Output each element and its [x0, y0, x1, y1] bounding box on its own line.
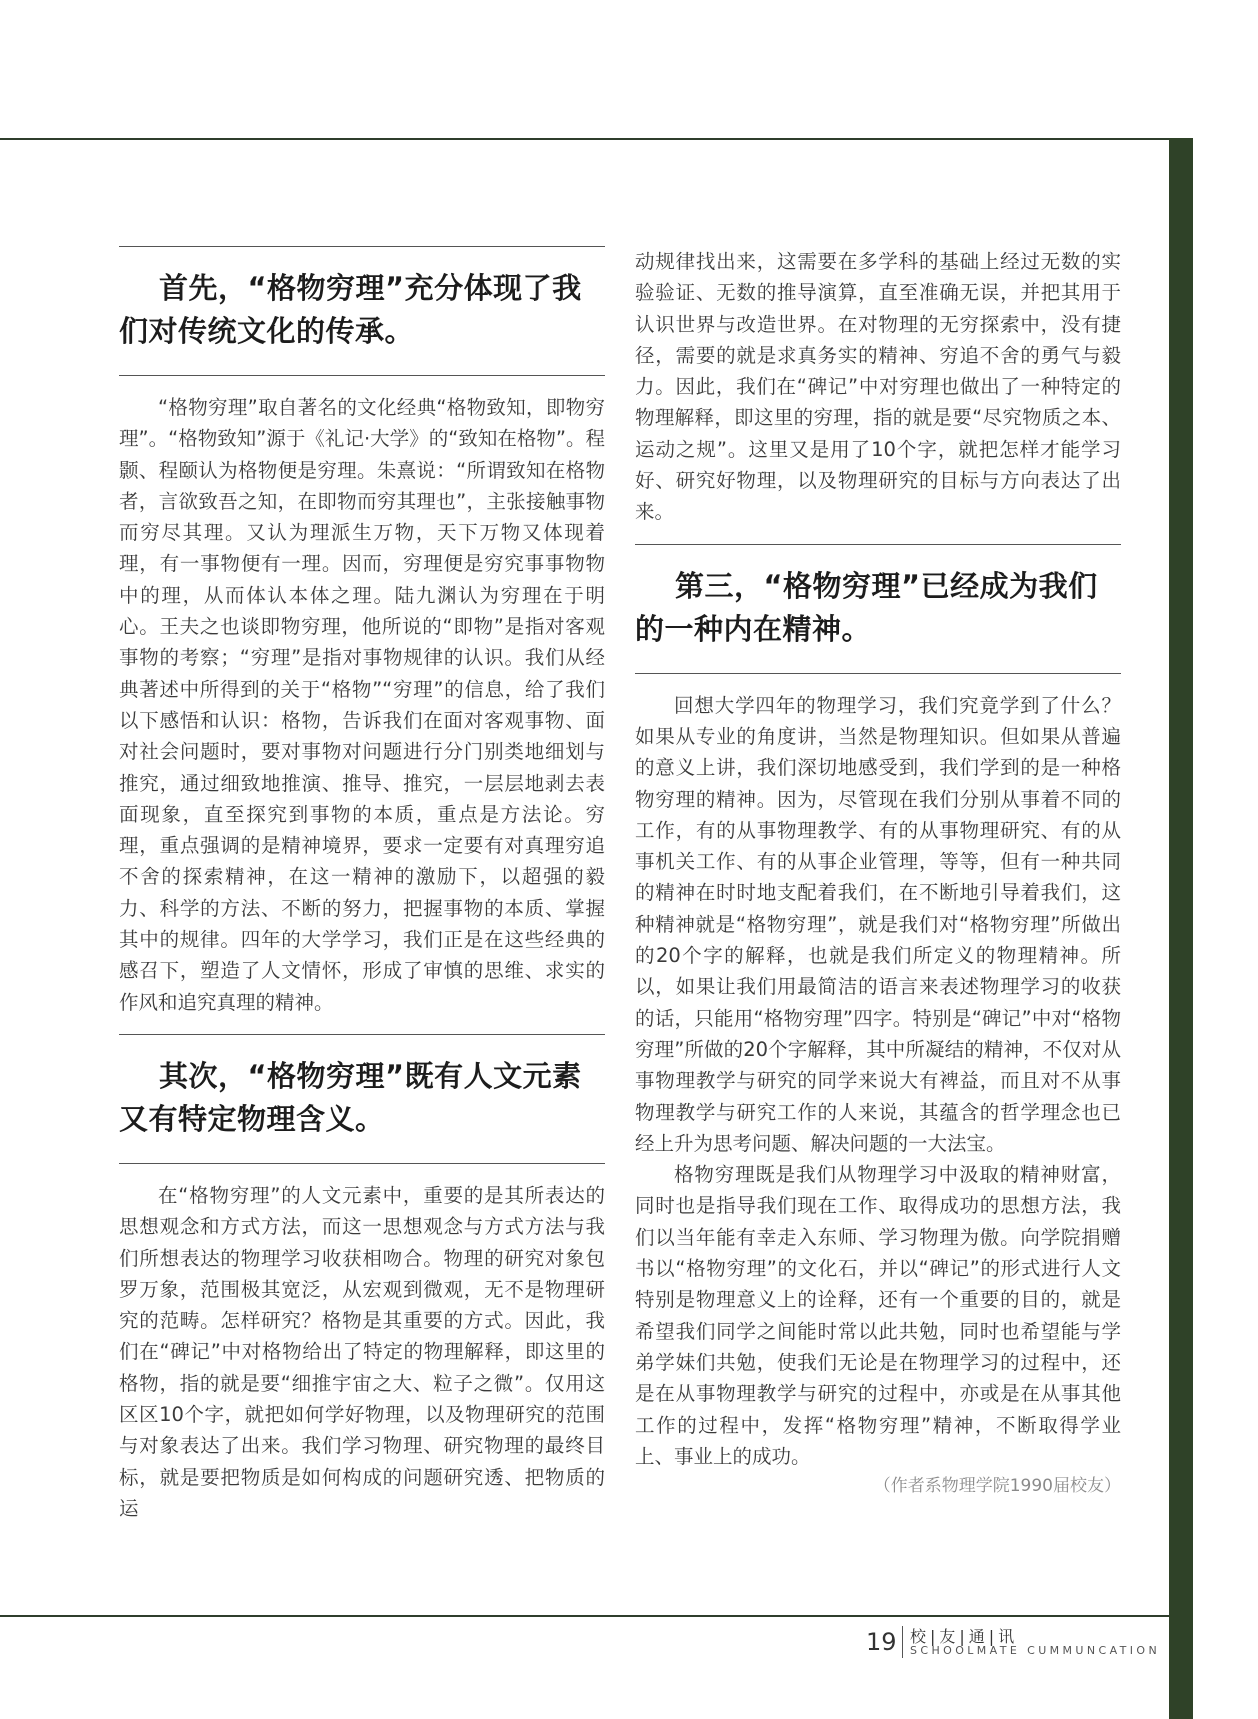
- section-body-2: [119, 1164, 605, 1540]
- section-heading-2: 其次，“格物穷理”既有人文元素又有特定物理含义。: [119, 1058, 582, 1136]
- right-column: [635, 246, 1121, 1516]
- author-note: （作者系物理学院1990届校友）: [873, 1476, 1121, 1497]
- section-body-3: [635, 674, 1121, 1516]
- page-footer: [866, 1622, 1166, 1662]
- paragraph: 在“格物穷理”的人文元素中，重要的是其所表达的思想观念和方式方法，而这一思想观念与方式方法与我们所想表达的物理学习收获相吻合。物理的研究对象包罗万象，范围极其宽泛，从宏观到微观，无不是物理研究的范畴。怎样研究？格物是其重要的方式。因此，我们在“碑记”中对格物给出了特定的物理解释，即这里的格物，指的就是要“细推宇宙之大、粒子之微”。仅用这区区10个字，就把如何学好物理，以及物理研究的范围与对象表达了出来。我们学习物理、研究物理的最终目标，就是要把物质是如何构成的问题研究透、把物质的运: [119, 1183, 605, 1520]
- paragraph: “格物穷理”取自著名的文化经典“格物致知，即物穷理”。“格物致知”源于《礼记·大学》的“致知在格物”。程颢、程颐认为格物便是穷理。朱熹说：“所谓致知在格物者，言欲致吾之知，在即物而穷其理也”，主张接触事物而穷尽其理。又认为理派生万物，天下万物又体现着理，有一事物便有一理。因而，穷理便是穷究事事物物中的理，从而体认本体之理。陆九渊认为穷理在于明心。王夫之也谈即物穷理，他所说的“即物”是指对客观事物的考察；“穷理”是指对事物规律的认识。我们从经典著述中所得到的关于“格物”“穷理”的信息，给了我们以下感悟和认识：格物，告诉我们在面对客观事物、面对社会问题时，要对事物对问题进行分门别类地细划与推究，通过细致地推演、推导、推究，一层层地剥去表面现象，直至探究到事物的本质，重点是方法论。穷理，重点强调的是精神境界，要求一定要有对真理穷追不舍的探索精神，在这一精神的激励下，以超强的毅力、科学的方法、不断的努力，把握事物的本质、掌握其中的规律。四年的大学学习，我们正是在这些经典的感召下，塑造了人文情怀，形成了审慎的思维、求实的作风和追究真理的精神。: [119, 396, 605, 1014]
- page-number: 19: [866, 1628, 897, 1656]
- publication-title-en: SCHOOLMATE CUMMUNCATION: [910, 1644, 1161, 1657]
- section-heading-3: 第三，“格物穷理”已经成为我们的一种内在精神。: [635, 568, 1098, 646]
- paragraph: 格物穷理既是我们从物理学习中汲取的精神财富，同时也是指导我们现在工作、取得成功的思想方法，我们以当年能有幸走入东师、学习物理为傲。向学院捐赠书以“格物穷理”的文化石，并以“碑记”的形式进行人文特别是物理意义上的诠释，还有一个重要的目的，就是希望我们同学之间能时常以此共勉，同时也希望能与学弟学妹们共勉，使我们无论是在物理学习的过程中，还是在从事物理教学与研究的过程中，亦或是在从事其他工作的过程中，发挥“格物穷理”精神，不断取得学业上、事业上的成功。: [635, 1163, 1121, 1468]
- paragraph-continuation: 动规律找出来，这需要在多学科的基础上经过无数的实验验证、无数的推导演算，直至准确无误，并把其用于认识世界与改造世界。在对物理的无穷探索中，没有捷径，需要的就是求真务实的精神、穷追不舍的勇气与毅力。因此，我们在“碑记”中对穷理也做出了一种特定的物理解释，即这里的穷理，指的就是要“尽究物质之本、运动之规”。这里又是用了10个字，就把怎样才能学习好、研究好物理，以及物理研究的目标与方向表达了出来。: [635, 250, 1121, 524]
- side-color-band: [1169, 138, 1193, 1719]
- section-heading-1: 首先，“格物穷理”充分体现了我们对传统文化的传承。: [119, 271, 582, 348]
- publication-title-cn: 校|友|通|讯: [910, 1627, 1019, 1646]
- top-rule: [0, 138, 1169, 140]
- footer-divider: [902, 1626, 903, 1658]
- left-column: [119, 246, 605, 1540]
- section-body-2-continued: [635, 246, 1121, 544]
- paragraph: 回想大学四年的物理学习，我们究竟学到了什么？如果从专业的角度讲，当然是物理知识。但如果从普遍的意义上讲，我们深切地感受到，我们学到的是一种格物穷理的精神。因为，尽管现在我们分别从事着不同的工作，有的从事物理教学、有的从事物理研究、有的从事机关工作、有的从事企业管理，等等，但有一种共同的精神在时时地支配着我们，在不断地引导着我们，这种精神就是“格物穷理”，就是我们对“格物穷理”所做出的20个字的解释，也就是我们所定义的物理精神。所以，如果让我们用最简洁的语言来表述物理学习的收获的话，只能用“格物穷理”四字。特别是“碑记”中对“格物穷理”所做的20个字解释，其中所凝结的精神，不仅对从事物理教学与研究的同学来说大有裨益，而且对不从事物理教学与研究工作的人来说，其蕴含的哲学理念也已经上升为思考问题、解决问题的一大法宝。: [635, 693, 1121, 1155]
- section-body-1: [119, 376, 605, 1034]
- bottom-rule: [0, 1615, 1169, 1617]
